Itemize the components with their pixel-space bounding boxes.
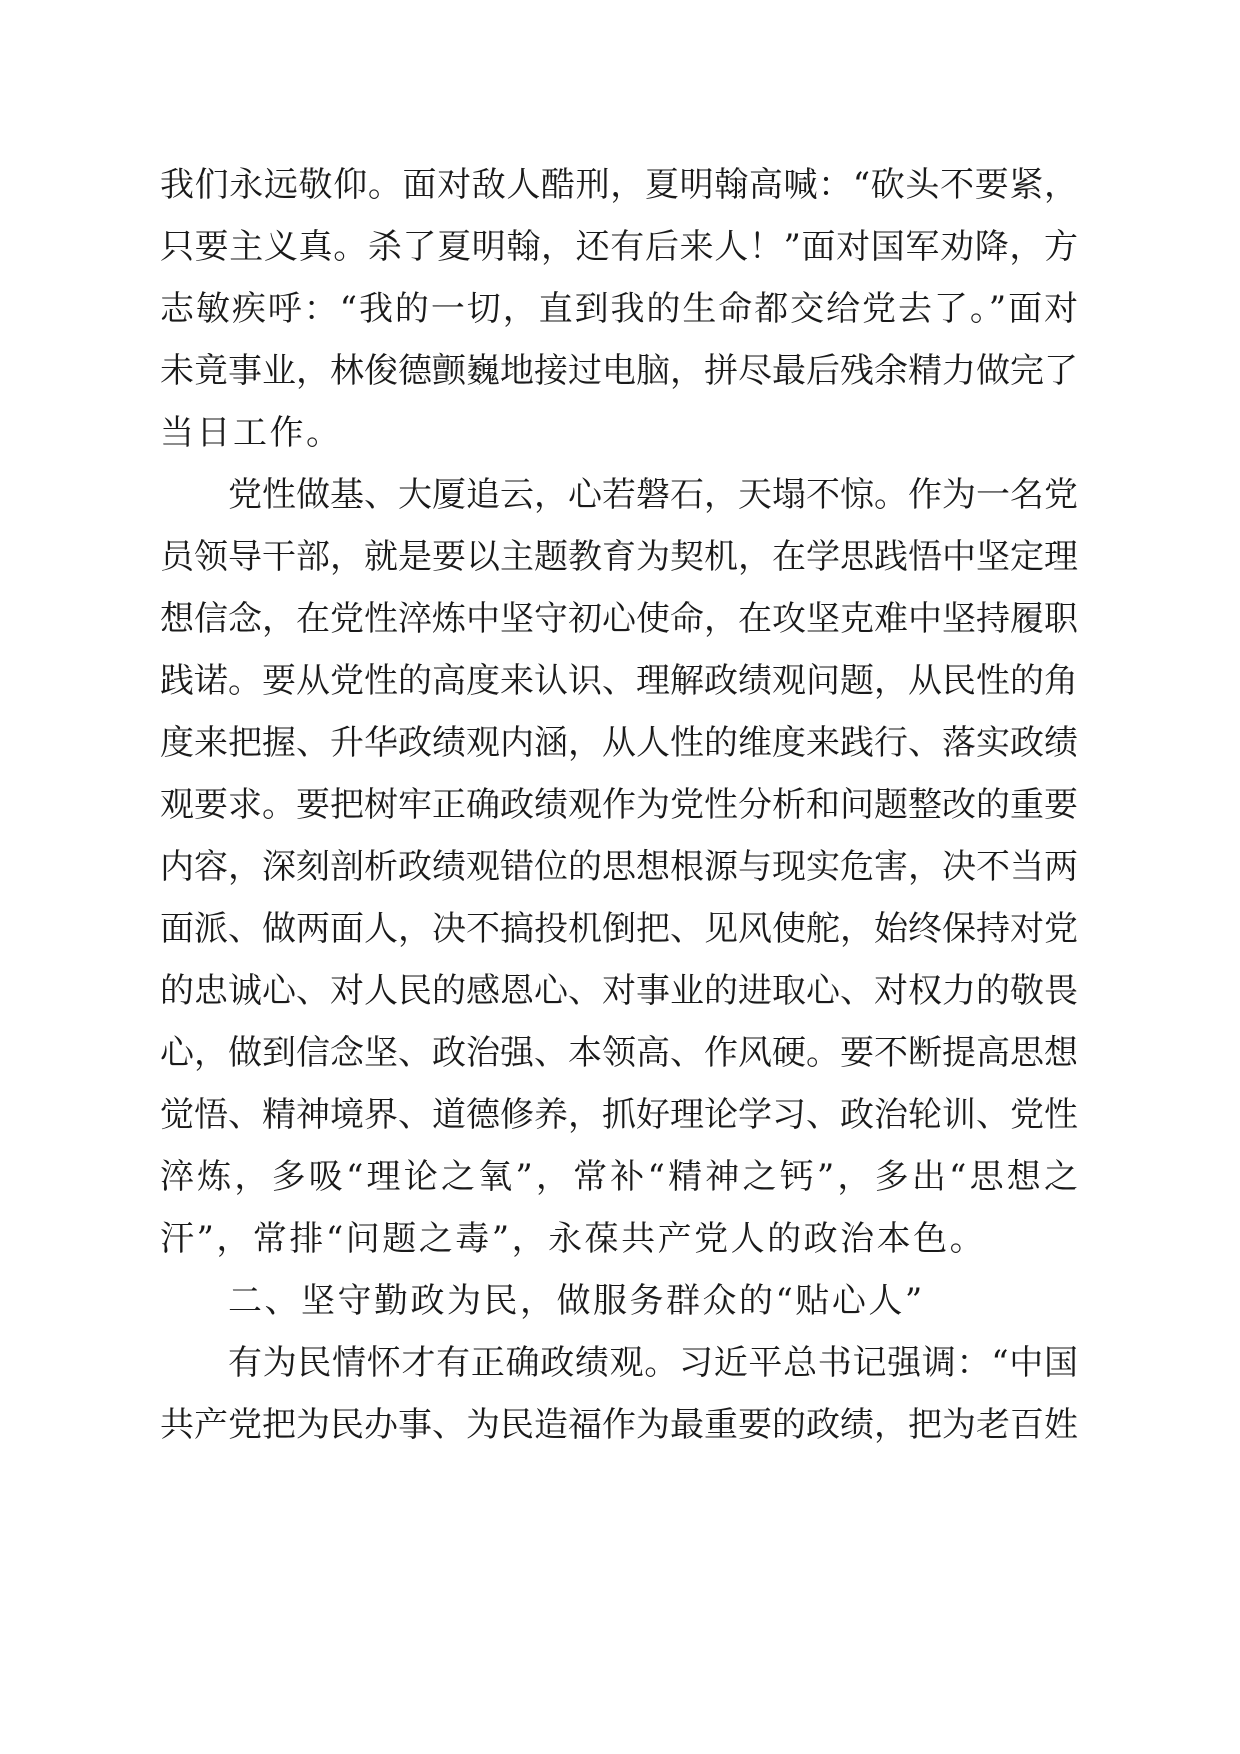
paragraph-1-line-3: 志敏疾呼：“我的一切，直到我的生命都交给党去了。”面对 [160, 289, 1078, 329]
paragraph-1-line-2: 只要主义真。杀了夏明翰，还有后来人！”面对国军劝降，方 [160, 227, 1078, 267]
paragraph-2-line-4: 践诺。要从党性的高度来认识、理解政绩观问题，从民性的角 [160, 661, 1078, 701]
paragraph-1-line-4: 未竟事业，林俊德颤巍地接过电脑，拼尽最后残余精力做完了 [160, 351, 1078, 391]
paragraph-2-line-3: 想信念，在党性淬炼中坚守初心使命，在攻坚克难中坚持履职 [160, 599, 1078, 639]
paragraph-2-line-11: 觉悟、精神境界、道德修养，抓好理论学习、政治轮训、党性 [160, 1095, 1078, 1135]
paragraph-1-line-1: 我们永远敬仰。面对敌人酷刑，夏明翰高喊：“砍头不要紧， [160, 165, 1078, 205]
paragraph-2-line-1: 党性做基、大厦追云，心若磐石，天塌不惊。作为一名党 [228, 475, 1078, 515]
paragraph-2-line-5: 度来把握、升华政绩观内涵，从人性的维度来践行、落实政绩 [160, 723, 1078, 763]
paragraph-3-line-1: 有为民情怀才有正确政绩观。习近平总书记强调：“中国 [228, 1343, 1078, 1383]
paragraph-2-line-7: 内容，深刻剖析政绩观错位的思想根源与现实危害，决不当两 [160, 847, 1078, 887]
paragraph-2-line-8: 面派、做两面人，决不搞投机倒把、见风使舵，始终保持对党 [160, 909, 1078, 949]
paragraph-1-line-5: 当日工作。 [160, 413, 343, 453]
section-heading: 二、坚守勤政为民，做服务群众的“贴心人” [228, 1281, 925, 1321]
paragraph-2-line-6: 观要求。要把树牢正确政绩观作为党性分析和问题整改的重要 [160, 785, 1078, 825]
paragraph-3-line-2: 共产党把为民办事、为民造福作为最重要的政绩，把为老百姓 [160, 1405, 1078, 1445]
paragraph-2-line-13: 汗”，常排“问题之毒”，永葆共产党人的政治本色。 [160, 1219, 987, 1259]
paragraph-2-line-10: 心，做到信念坚、政治强、本领高、作风硬。要不断提高思想 [160, 1033, 1078, 1073]
paragraph-2-line-9: 的忠诚心、对人民的感恩心、对事业的进取心、对权力的敬畏 [160, 971, 1078, 1011]
paragraph-2-line-12: 淬炼，多吸“理论之氧”，常补“精神之钙”，多出“思想之 [160, 1157, 1078, 1197]
paragraph-2-line-2: 员领导干部，就是要以主题教育为契机，在学思践悟中坚定理 [160, 537, 1078, 577]
